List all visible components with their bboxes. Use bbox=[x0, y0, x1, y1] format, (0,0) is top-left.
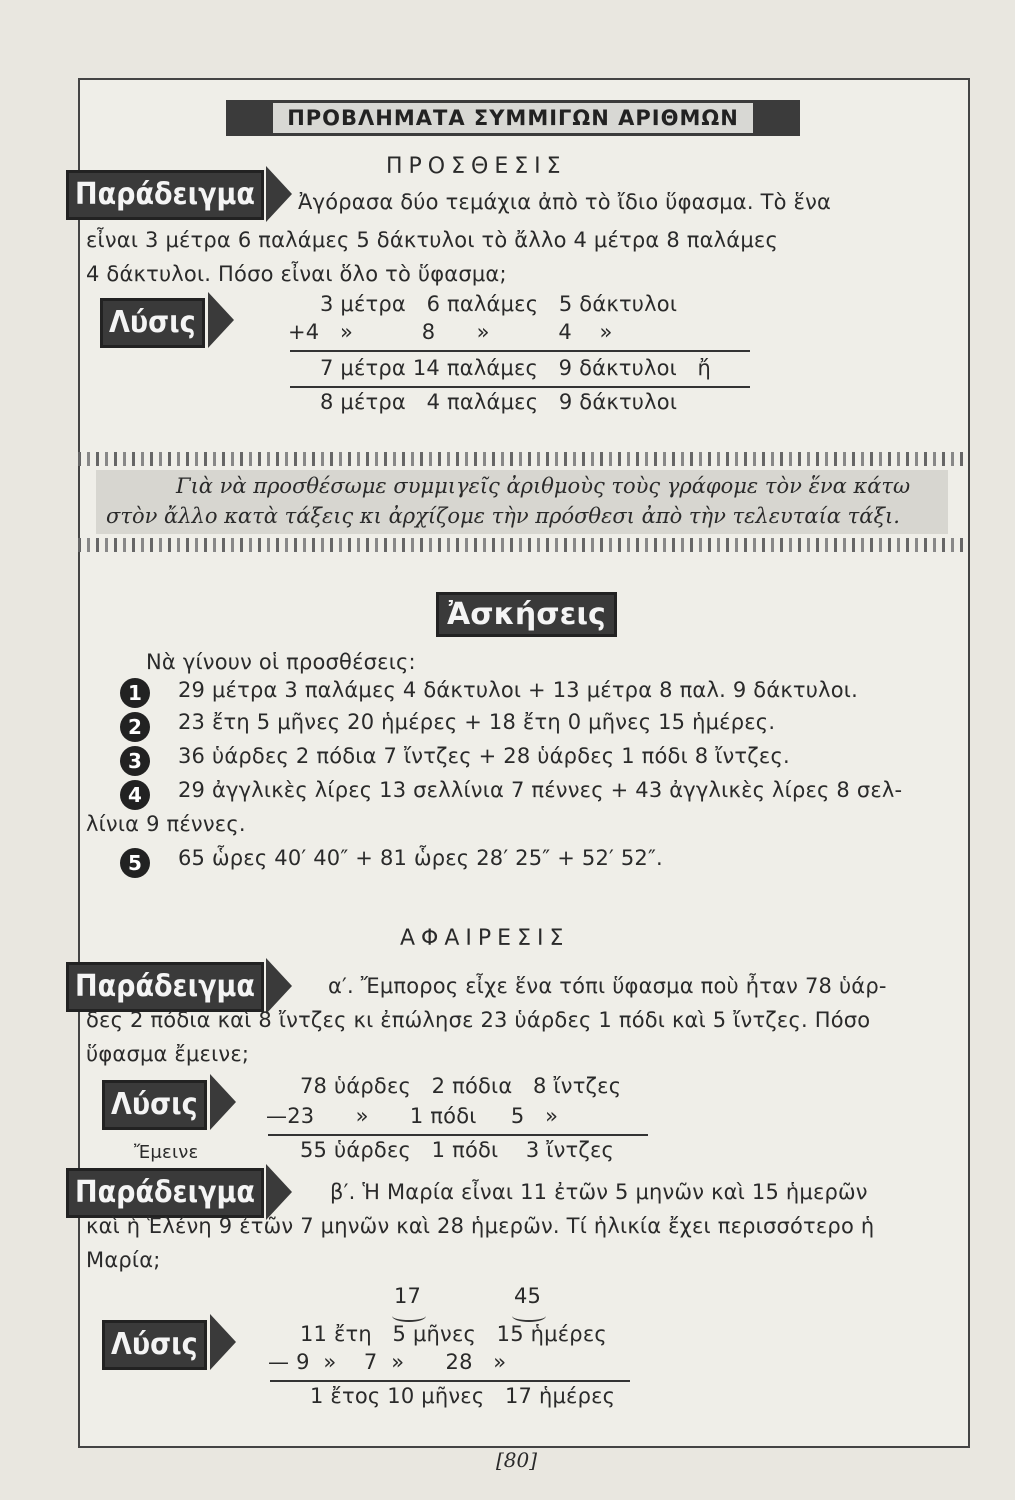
page-number: [80] bbox=[496, 1448, 538, 1472]
subtraction-b-line3: Μαρία; bbox=[86, 1248, 161, 1272]
subtraction-a-line2: δες 2 πόδια καὶ 8 ἴντζες κι ἐπώλησε 23 ὑάρδες 1 πόδι καὶ 5 ἴντζες. Πόσο bbox=[86, 1008, 871, 1032]
solution-arrow-icon bbox=[210, 1314, 236, 1370]
exercise-number-5: 5 bbox=[120, 848, 150, 878]
sum-rule-line-2 bbox=[290, 386, 750, 388]
subtraction-a-row-1: 78 ὑάρδες 2 πόδια 8 ἴντζες bbox=[300, 1074, 622, 1098]
addition-row-3: 7 μέτρα 14 παλάμες 9 δάκτυλοι ἤ bbox=[320, 356, 712, 380]
sum-rule-line bbox=[290, 350, 750, 352]
example-arrow-icon bbox=[266, 958, 292, 1014]
banner-title: ΠΡΟΒΛΗΜΑΤΑ ΣΥΜΜΙΓΩΝ ΑΡΙΘΜΩΝ bbox=[273, 103, 753, 133]
carry-17: 17 bbox=[394, 1284, 422, 1308]
subtraction-b-row-2: — 9 » 7 » 28 » bbox=[268, 1350, 507, 1374]
remained-label: Ἔμεινε bbox=[134, 1142, 199, 1163]
exercise-4-text: 29 ἀγγλικὲς λίρες 13 σελλίνια 7 πέννες + 43 ἀγγλικὲς λίρες 8 σελ- bbox=[178, 778, 903, 802]
exercise-5-text: 65 ὧρες 40′ 40″ + 81 ὧρες 28′ 25″ + 52′ 52″. bbox=[178, 846, 663, 870]
exercise-number-1: 1 bbox=[120, 678, 150, 708]
exercise-number-4: 4 bbox=[120, 780, 150, 810]
subtraction-b-line2: καὶ ἡ Ἑλένη 9 ἐτῶν 7 μηνῶν καὶ 28 ἡμερῶν. Τί ἡλικία ἔχει περισσότερο ἡ bbox=[86, 1214, 875, 1238]
solution-arrow-icon bbox=[210, 1074, 236, 1130]
example-arrow-icon bbox=[266, 166, 292, 222]
example-arrow-icon bbox=[266, 1164, 292, 1220]
addition-problem-line3: 4 δάκτυλοι. Πόσο εἶναι ὅλο τὸ ὕφασμα; bbox=[86, 262, 507, 286]
subtraction-b-line1: β′. Ἡ Μαρία εἶναι 11 ἐτῶν 5 μηνῶν καὶ 15 ἡμερῶν bbox=[330, 1180, 868, 1204]
exercise-1-text: 29 μέτρα 3 παλάμες 4 δάκτυλοι + 13 μέτρα 8 παλ. 9 δάκτυλοι. bbox=[178, 678, 858, 702]
subtraction-b-row-3: 1 ἔτος 10 μῆνες 17 ἡμέρες bbox=[310, 1384, 616, 1408]
subtraction-a-row-3: 55 ὑάρδες 1 πόδι 3 ἴντζες bbox=[300, 1138, 615, 1162]
exercise-3-text: 36 ὑάρδες 2 πόδια 7 ἴντζες + 28 ὑάρδες 1 πόδι 8 ἴντζες. bbox=[178, 744, 790, 768]
page-banner bbox=[226, 100, 800, 136]
subtraction-b-row-1: 11 ἔτη 5 μῆνες 15 ἡμέρες bbox=[300, 1322, 607, 1346]
solution-tag-subtraction-a: Λύσις bbox=[102, 1080, 207, 1130]
subtraction-a-line3: ὕφασμα ἔμεινε; bbox=[86, 1042, 250, 1066]
difference-rule-line bbox=[268, 1134, 648, 1136]
exercises-title: Ἀσκήσεις bbox=[436, 592, 617, 637]
solution-tag-addition: Λύσις bbox=[100, 298, 205, 348]
addition-row-4: 8 μέτρα 4 παλάμες 9 δάκτυλοι bbox=[320, 390, 678, 414]
flower-border-bottom bbox=[78, 538, 966, 552]
carry-brace-icon bbox=[512, 1310, 546, 1322]
carry-brace-icon bbox=[392, 1310, 426, 1322]
flower-border-top bbox=[78, 452, 966, 466]
solution-tag-subtraction-b: Λύσις bbox=[102, 1320, 207, 1370]
solution-arrow-icon bbox=[208, 292, 234, 348]
rule-line1: Γιὰ νὰ προσθέσωμε συμμιγεῖς ἀριθμοὺς τοὺς γράφομε τὸν ἕνα κάτω bbox=[176, 474, 911, 498]
exercise-number-2: 2 bbox=[120, 712, 150, 742]
carry-45: 45 bbox=[514, 1284, 542, 1308]
example-tag-subtraction-b: Παράδειγμα bbox=[66, 1168, 264, 1218]
subtraction-title: ΑΦΑΙΡΕΣΙΣ bbox=[400, 926, 570, 951]
exercise-number-3: 3 bbox=[120, 746, 150, 776]
example-tag-subtraction-a: Παράδειγμα bbox=[66, 962, 264, 1012]
subtraction-a-line1: α′. Ἔμπορος εἶχε ἕνα τόπι ὕφασμα ποὺ ἦταν 78 ὑάρ- bbox=[328, 974, 887, 998]
exercise-2-text: 23 ἔτη 5 μῆνες 20 ἡμέρες + 18 ἔτη 0 μῆνες 15 ἡμέρες. bbox=[178, 710, 776, 734]
exercise-4-continuation: λίνια 9 πέννες. bbox=[86, 812, 246, 836]
exercises-intro: Νὰ γίνουν οἱ προσθέσεις: bbox=[146, 650, 416, 674]
example-tag-addition: Παράδειγμα bbox=[66, 170, 264, 220]
difference-rule-line bbox=[270, 1380, 630, 1382]
rule-box bbox=[78, 452, 966, 552]
addition-row-2: +4 » 8 » 4 » bbox=[288, 320, 613, 344]
addition-row-1: 3 μέτρα 6 παλάμες 5 δάκτυλοι bbox=[320, 292, 678, 316]
addition-title: ΠΡΟΣΘΕΣΙΣ bbox=[386, 154, 567, 179]
addition-problem-line1: Ἀγόρασα δύο τεμάχια ἀπὸ τὸ ἴδιο ὕφασμα. Τὸ ἕνα bbox=[298, 190, 832, 214]
subtraction-a-row-2: —23 » 1 πόδι 5 » bbox=[266, 1104, 559, 1128]
addition-problem-line2: εἶναι 3 μέτρα 6 παλάμες 5 δάκτυλοι τὸ ἄλλο 4 μέτρα 8 παλάμες bbox=[86, 228, 778, 252]
rule-line2: στὸν ἄλλο κατὰ τάξεις κι ἀρχίζομε τὴν πρόσθεσι ἀπὸ τὴν τελευταία τάξι. bbox=[106, 504, 900, 528]
